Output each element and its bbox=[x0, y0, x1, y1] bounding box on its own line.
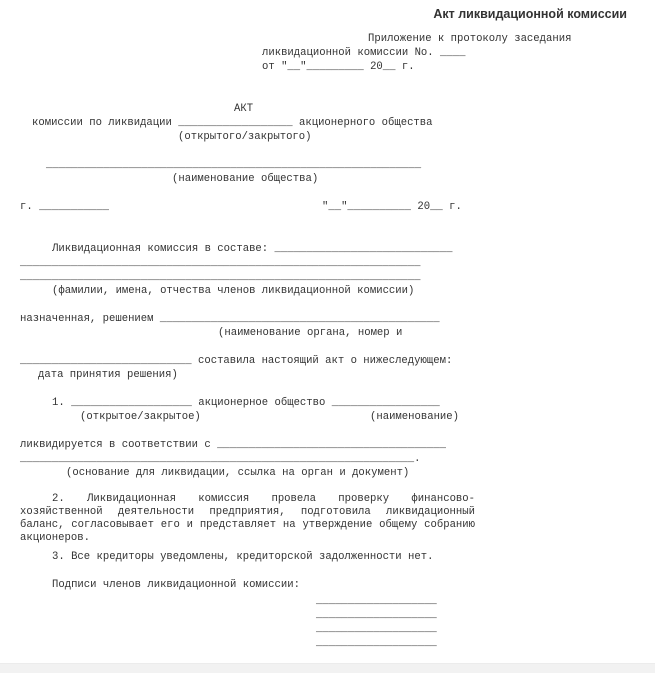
item-1-hint-right: (наименование) bbox=[370, 411, 460, 423]
item-2-text: 2. Ликвидационная комиссия провела проверку финансово-хозяйственной деятельности предприятия, подготовила ликвидационный баланс, согласовывает его и представляет на утверждение общему собранию акционеров. bbox=[20, 493, 475, 544]
city-field: г. ___________ bbox=[20, 201, 110, 213]
liquidated-label: ликвидируется в соответствии с ____________________________________ bbox=[20, 439, 446, 451]
signature-line: ___________________ bbox=[316, 637, 437, 649]
signature-line: ___________________ bbox=[316, 609, 437, 621]
item-3-text: 3. Все кредиторы уведомлены, кредиторской задолженности нет. bbox=[52, 551, 434, 563]
bottom-scroll-area bbox=[0, 663, 655, 673]
appointed-hint-1: (наименование органа, номер и bbox=[218, 327, 403, 339]
appointed-hint-2: дата принятия решения) bbox=[38, 369, 178, 381]
liquidation-basis-line: ______________________________________________________________. bbox=[20, 453, 421, 465]
signature-line: ___________________ bbox=[316, 623, 437, 635]
composition-label: Ликвидационная комиссия в составе: ____________________________ bbox=[52, 243, 453, 255]
company-name-hint: (наименование общества) bbox=[172, 173, 319, 185]
date-field: "__"__________ 20__ г. bbox=[322, 201, 462, 213]
act-subtitle: комиссии по ликвидации __________________ акционерного общества bbox=[32, 117, 433, 129]
composition-line-3: _______________________________________________________________ bbox=[20, 271, 421, 283]
item-1-hint-left: (открытое/закрытое) bbox=[80, 411, 201, 423]
company-name-line: ___________________________________________________________ bbox=[46, 159, 422, 171]
composition-line-2: _______________________________________________________________ bbox=[20, 257, 421, 269]
annex-line-2: ликвидационной комиссии No. ____ bbox=[262, 47, 466, 59]
annex-line-1: Приложение к протоколу заседания bbox=[368, 33, 572, 45]
company-type-hint: (открытого/закрытого) bbox=[178, 131, 312, 143]
act-heading: АКТ bbox=[234, 103, 254, 115]
composition-hint: (фамилии, имена, отчества членов ликвидационной комиссии) bbox=[52, 285, 415, 297]
signature-line: ___________________ bbox=[316, 595, 437, 607]
page-title: Акт ликвидационной комиссии bbox=[433, 7, 627, 21]
item-1-text: 1. ___________________ акционерное общество _________________ bbox=[52, 397, 440, 409]
liquidation-basis-hint: (основание для ликвидации, ссылка на орган и документ) bbox=[66, 467, 410, 479]
appointed-line: ___________________________ составила настоящий акт о нижеследующем: bbox=[20, 355, 453, 367]
signatures-label: Подписи членов ликвидационной комиссии: bbox=[52, 579, 300, 591]
annex-line-3: от "__"_________ 20__ г. bbox=[262, 61, 415, 73]
appointed-label: назначенная, решением ____________________________________________ bbox=[20, 313, 440, 325]
